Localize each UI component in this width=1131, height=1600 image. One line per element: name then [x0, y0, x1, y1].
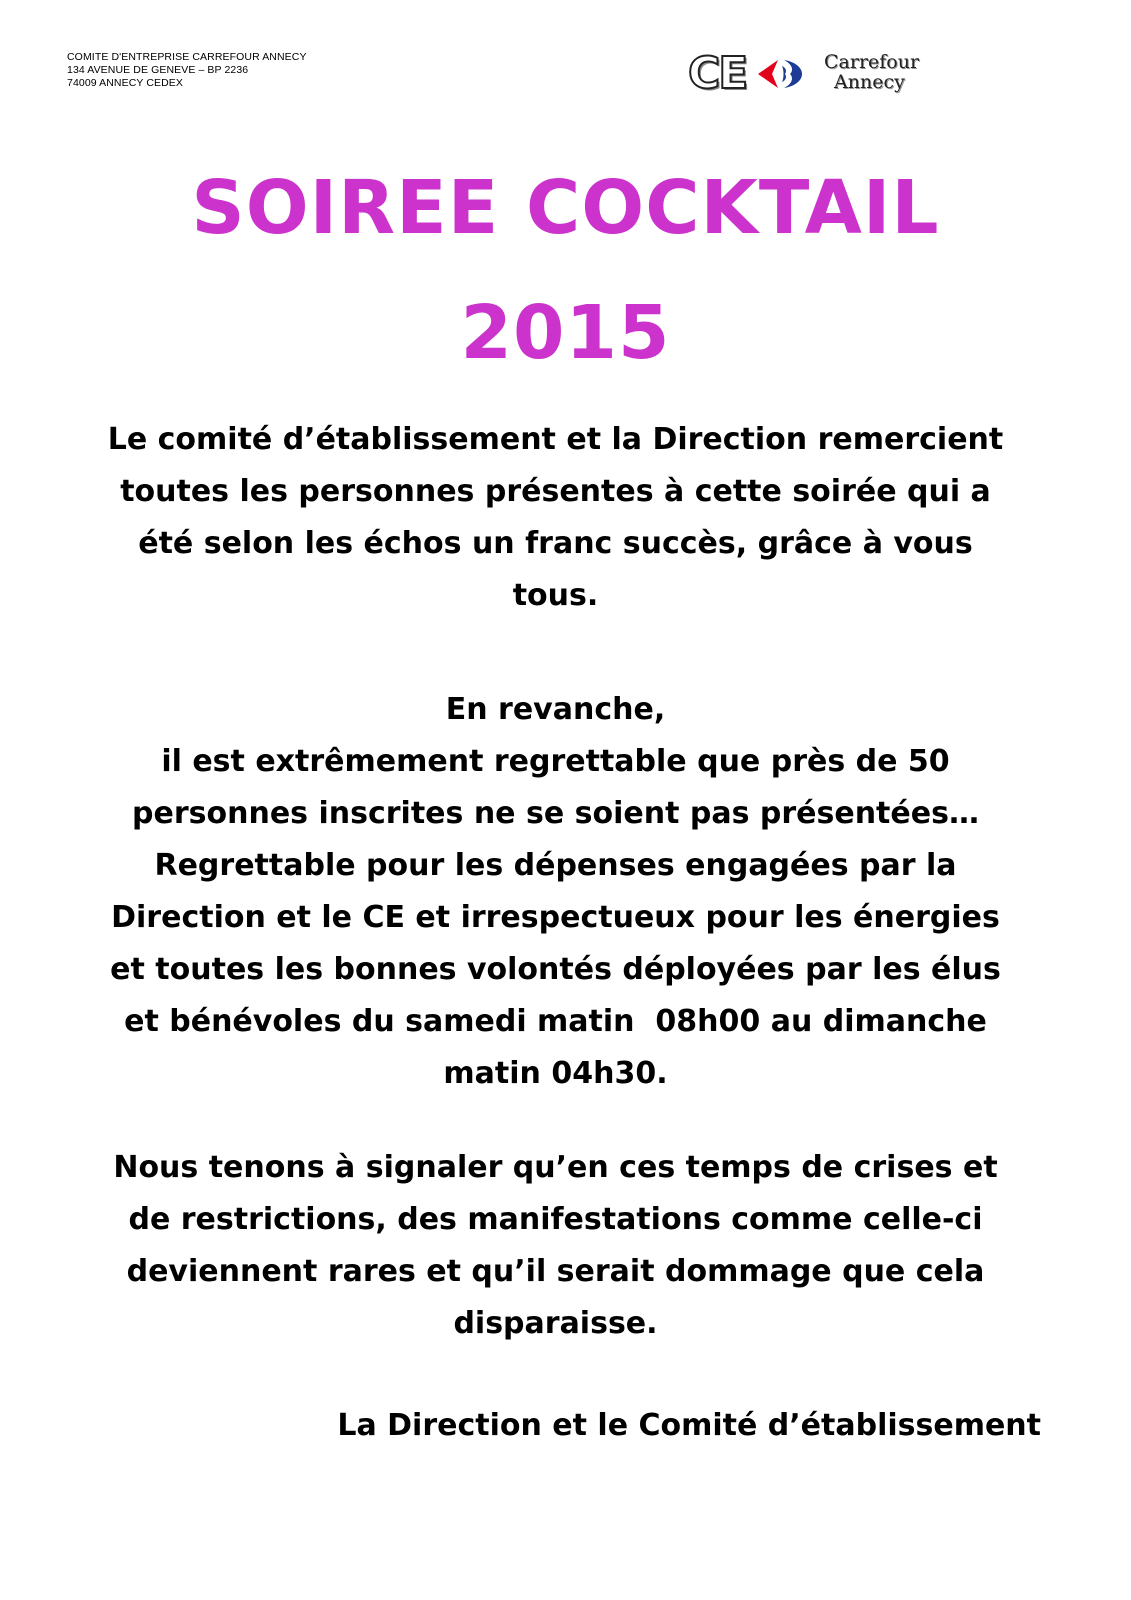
paragraph-line: disparaisse. — [453, 1306, 658, 1341]
page-title-year: 2015 — [460, 290, 671, 376]
logo-brand-line1: Carrefour — [824, 51, 920, 73]
paragraph-regret — [40, 684, 1071, 1100]
paragraph-line: Regrettable pour les dépenses engagées par la — [154, 848, 957, 883]
signature: La Direction et le Comité d’établissement — [337, 1408, 1041, 1443]
ce-carrefour-logo — [688, 48, 920, 100]
paragraph-notice — [40, 1142, 1071, 1350]
address-line-street: 134 AVENUE DE GENEVE – BP 2236 — [67, 64, 249, 76]
paragraph-line: deviennent rares et qu’il serait dommage que cela — [126, 1254, 985, 1289]
logo-brand-text — [824, 52, 919, 92]
paragraph-line: matin 04h30. — [443, 1056, 668, 1091]
address-line-city: 74009 ANNECY CEDEX — [67, 77, 183, 89]
address-line-organization: COMITE D'ENTREPRISE CARREFOUR ANNECY — [67, 51, 307, 63]
paragraph-line: tous. — [512, 578, 599, 613]
paragraph-line: et bénévoles du samedi matin 08h00 au dimanche — [124, 1004, 987, 1039]
sender-address — [67, 51, 307, 90]
paragraph-line: de restrictions, des manifestations comme celle-ci — [128, 1202, 983, 1237]
paragraph-line: il est extrêmement regrettable que près de 50 — [161, 744, 950, 779]
carrefour-logo-icon — [752, 56, 810, 92]
paragraph-line: Nous tenons à signaler qu’en ces temps de crises et — [113, 1150, 998, 1185]
paragraph-line: été selon les échos un franc succès, grâce à vous — [138, 526, 973, 561]
paragraph-line: En revanche, — [445, 692, 666, 727]
paragraph-line: personnes inscrites ne se soient pas présentées… — [132, 796, 979, 831]
paragraph-line: et toutes les bonnes volontés déployées par les élus — [110, 952, 1001, 987]
paragraph-thanks — [40, 414, 1071, 622]
page-title: SOIREE COCKTAIL — [191, 165, 940, 251]
paragraph-line: Direction et le CE et irrespectueux pour les énergies — [111, 900, 1000, 935]
logo-brand-line2: Annecy — [834, 71, 905, 93]
logo-ce-text: CE — [688, 48, 747, 99]
paragraph-line: Le comité d’établissement et la Direction remercient — [107, 422, 1004, 457]
paragraph-line: toutes les personnes présentes à cette soirée qui a — [120, 474, 991, 509]
